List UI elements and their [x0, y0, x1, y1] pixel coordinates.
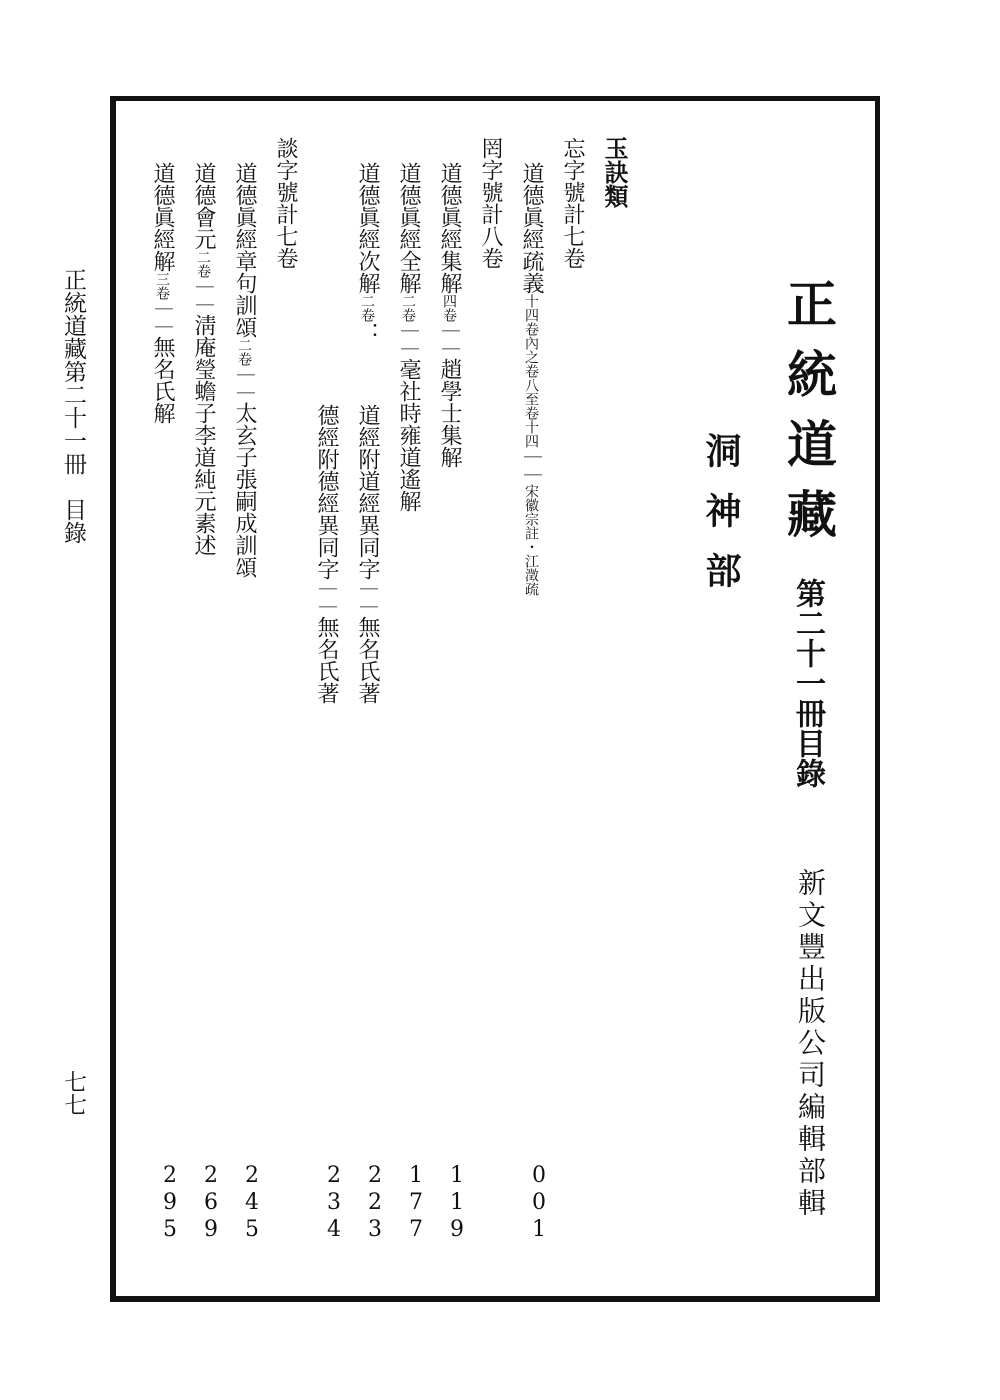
- entry-page-number: 2 2 3: [368, 1163, 382, 1242]
- entry-note: 三卷: [154, 272, 170, 300]
- entry-page-number: 2 4 5: [245, 1163, 259, 1242]
- toc-entry: [438, 162, 460, 1048]
- entry-title: 道德眞經次解: [355, 162, 380, 294]
- entry-title: 道經附道經異同字: [355, 404, 380, 580]
- entry-title: 道德眞經解: [150, 162, 175, 272]
- category-heading: 玉訣類: [600, 136, 629, 208]
- section-title: 洞神部: [700, 432, 741, 612]
- group-heading-wang: 忘字號計七卷: [560, 137, 585, 269]
- toc-entry: [192, 162, 214, 986]
- entry-page-number: 2 6 9: [204, 1163, 218, 1242]
- entry-author: 無名氏著: [314, 616, 339, 704]
- entry-page-number: 1 1 9: [450, 1163, 464, 1242]
- entry-title: 道德眞經集解: [437, 162, 462, 294]
- entry-title: 德經附德經異同字: [314, 404, 339, 580]
- entry-dash: ｜｜: [234, 366, 255, 402]
- entry-note: 二卷: [195, 250, 211, 278]
- entry-note: 四卷: [441, 294, 457, 322]
- entry-title: 道德會元: [191, 162, 216, 250]
- group-heading-wang2: 罔字號計八卷: [478, 137, 503, 269]
- entry-title: 道德眞經章句訓頌: [232, 162, 257, 338]
- toc-entry: [397, 162, 419, 1037]
- volume-subtitle: 第二十一冊目錄: [790, 578, 825, 788]
- collection-title: 正統道藏: [779, 278, 837, 558]
- page-border-frame: [110, 96, 880, 1302]
- entry-author: 趙學士集解: [437, 358, 462, 468]
- toc-entry: [520, 162, 542, 861]
- entry-note: 十四卷內之卷八至卷十四: [523, 294, 539, 448]
- entry-author: 淸庵瑩蟾子李道純元素述: [191, 314, 216, 556]
- toc-entry: [233, 162, 255, 1023]
- entry-title: 道德眞經全解: [396, 162, 421, 294]
- entry-dash: ｜｜: [357, 580, 378, 616]
- entry-author: 太玄子張嗣成訓頌: [232, 402, 257, 578]
- entry-author: 無名氏著: [355, 616, 380, 704]
- entry-dash: ｜｜: [521, 448, 542, 484]
- entry-page-number: 2 9 5: [163, 1163, 177, 1242]
- toc-entry: [315, 404, 337, 1069]
- entry-note: 二卷: [359, 294, 375, 322]
- entry-note: 二卷: [400, 294, 416, 322]
- entry-note: 二卷: [236, 338, 252, 366]
- entry-author: 宋徽宗註・江澂疏: [523, 484, 539, 596]
- entry-dash: ｜｜: [398, 322, 419, 358]
- entry-page-number: 2 3 4: [327, 1163, 341, 1242]
- running-head: 正統道藏第二十一冊 目錄: [60, 268, 86, 544]
- entry-dash: ｜｜: [439, 322, 460, 358]
- toc-entry: [151, 162, 173, 1059]
- entry-dash: ｜｜: [152, 300, 173, 336]
- entry-dash: ｜｜: [316, 580, 337, 616]
- group-heading-tan: 談字號計七卷: [273, 137, 298, 269]
- entry-title: 道德眞經疏義: [519, 162, 544, 294]
- toc-entry: [356, 404, 378, 1069]
- publisher-credit: 新文豐出版公司編輯部輯: [794, 868, 827, 1220]
- folio-page-number: 七七: [60, 1070, 86, 1116]
- entry-author: 無名氏解: [150, 336, 175, 424]
- toc-entry: [356, 162, 378, 344]
- entry-page-number: 0 0 1: [532, 1163, 546, 1242]
- entry-colon: ：: [355, 322, 380, 344]
- entry-author: 毫社時雍道遙解: [396, 358, 421, 512]
- entry-page-number: 1 7 7: [409, 1163, 423, 1242]
- entry-dash: ｜｜: [193, 278, 214, 314]
